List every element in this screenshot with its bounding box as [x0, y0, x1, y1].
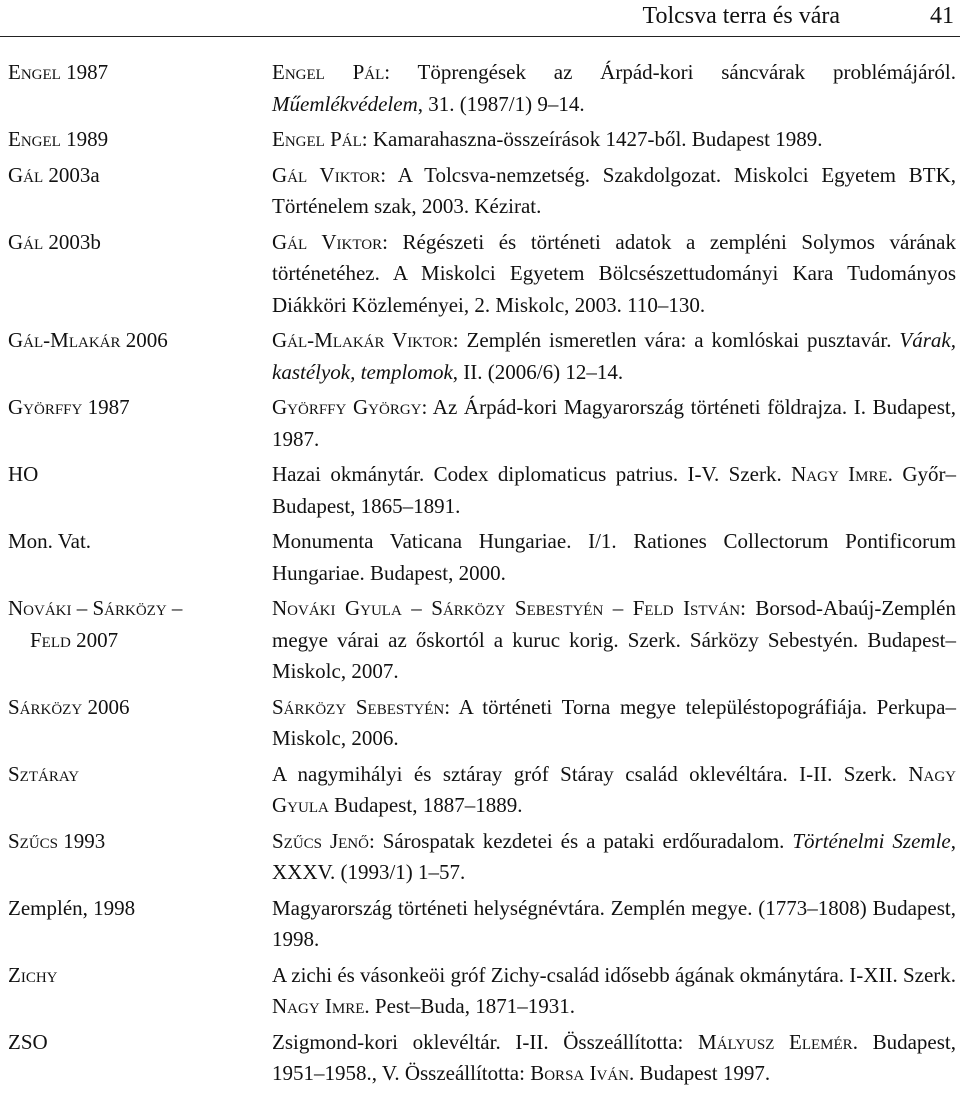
reference-key-part: Gál: [8, 229, 44, 254]
reference-text-part: Zsigmond-kori oklevéltár. I-II. Összeállította:: [272, 1029, 699, 1054]
reference-key-part: Mon. Vat.: [8, 529, 92, 553]
reference-text-part: Magyarország történeti helységnévtára. Zemplén megye. (1773–1808) Budapest, 1998.: [272, 895, 956, 951]
reference-entry: [0, 960, 960, 1023]
reference-key: [0, 227, 272, 259]
reference-key-part: Engel: [8, 127, 61, 151]
reference-key: [0, 459, 272, 491]
reference-text: [272, 1027, 956, 1090]
running-header: [0, 0, 960, 37]
reference-text: [272, 124, 956, 156]
reference-key-part: HO: [8, 462, 39, 486]
reference-text-part: Szűcs Jenő: [272, 828, 369, 853]
reference-key-part: Gál: [8, 162, 44, 187]
running-title: Tolcsva terra és vára: [642, 3, 840, 29]
reference-entry: [0, 526, 960, 589]
reference-text-part: : Sárospatak kezdetei és a pataki erdőuradalom.: [368, 828, 793, 853]
reference-entry: [0, 57, 960, 120]
reference-text: [272, 392, 956, 455]
reference-text: [272, 57, 956, 120]
reference-key-part: Sztáray: [8, 761, 80, 786]
reference-entry: [0, 124, 960, 156]
reference-key-part: 2006: [82, 694, 130, 719]
reference-key-part: Zemplén, 1998: [8, 895, 136, 920]
reference-key-part: 1989: [60, 127, 109, 151]
reference-text-part: Nagy Gyula: [272, 761, 956, 817]
reference-text-part: A nagymihályi és sztáray gróf Stáray család oklevéltára. I-II. Szerk.: [272, 761, 909, 786]
reference-text-part: . Győr–Budapest, 1865–1891.: [272, 462, 956, 518]
reference-key-part: 2003a: [43, 162, 100, 187]
reference-entry: [0, 692, 960, 755]
reference-entry: [0, 459, 960, 522]
reference-key: [0, 759, 272, 791]
reference-key-part: 1993: [58, 828, 106, 853]
page-number: 41: [930, 3, 954, 29]
reference-key-part: Zichy: [8, 962, 58, 987]
reference-text-part: A zichi és vásonkeöi gróf Zichy-család idősebb ágának okmánytára. I-XII. Szerk.: [272, 962, 957, 987]
reference-key-part: Gál-Mlakár: [8, 328, 121, 352]
reference-text-part: Engel Pál: [272, 127, 362, 151]
reference-text-part: : Kamarahaszna-összeírások 1427-ből. Budapest 1989.: [361, 127, 823, 151]
reference-text-part: Várak, kastélyok, templomok: [272, 328, 956, 384]
reference-text-part: . Pest–Buda, 1871–1931.: [364, 994, 576, 1018]
reference-key-part: 1987: [60, 60, 109, 84]
reference-text: [272, 227, 956, 322]
reference-text-part: Budapest, 1887–1889.: [328, 793, 523, 817]
bibliography-list: [0, 57, 960, 1094]
reference-text: [272, 160, 956, 223]
reference-text-part: , 31. (1987/1) 9–14.: [417, 91, 585, 116]
reference-text: [272, 759, 956, 822]
reference-text-part: . Budapest, 1951–1958., V. Összeállította:: [272, 1029, 956, 1085]
reference-key: [0, 692, 272, 724]
reference-text-part: Mályusz Elemér: [698, 1029, 853, 1054]
reference-key-continuation: [8, 625, 272, 657]
reference-key: [0, 57, 272, 89]
reference-entry: [0, 160, 960, 223]
reference-text-part: Gál Viktor: [272, 229, 383, 254]
reference-text-part: Sárközy Sebestyén: [272, 694, 445, 719]
reference-key-part: 2003b: [43, 229, 101, 254]
reference-text: [272, 826, 956, 889]
reference-key: [0, 593, 272, 656]
reference-key-part: Feld: [30, 627, 71, 652]
reference-key: [0, 893, 272, 925]
reference-text-part: Nagy Imre: [272, 994, 365, 1018]
reference-text-part: : Régészeti és történeti adatok a zempléni Solymos várának történetéhez. A Miskolci Egyetem Bölcsészettudományi Kara Tudományos Diákköri Közleményei, 2. Miskolc, 2003. 110–130.: [272, 229, 956, 317]
reference-key-part: 2007: [70, 627, 119, 652]
reference-key-part: 2006: [120, 328, 168, 352]
reference-text: [272, 593, 956, 688]
reference-text-part: Monumenta Vaticana Hungariae. I/1. Rationes Collectorum Pontificorum Hungariae. Budapest, 2000.: [272, 529, 956, 585]
reference-text-part: Engel Pál: [272, 60, 385, 84]
reference-entry: [0, 826, 960, 889]
reference-text-part: Gál Viktor: [272, 162, 381, 187]
reference-entry: [0, 227, 960, 322]
reference-text-part: Györffy György: [272, 395, 422, 419]
reference-text-part: Hazai okmánytár. Codex diplomaticus patrius. I-V. Szerk.: [272, 462, 792, 486]
reference-entry: [0, 325, 960, 388]
reference-key-part: Engel: [8, 60, 61, 84]
reference-key: [0, 826, 272, 858]
reference-key-part: Szűcs: [8, 828, 59, 853]
reference-key-part: Nováki – Sárközy –: [8, 596, 183, 620]
reference-key: [0, 325, 272, 357]
reference-text-part: , II. (2006/6) 12–14.: [452, 359, 624, 384]
reference-text-part: Műemlékvédelem: [272, 91, 418, 116]
reference-text-part: Történelmi Szemle: [792, 828, 951, 853]
reference-key: [0, 392, 272, 424]
reference-key: [0, 160, 272, 192]
reference-text-part: Borsa Iván: [530, 1061, 629, 1085]
reference-text-part: . Budapest 1997.: [628, 1061, 771, 1085]
reference-text-part: , XXXV. (1993/1) 1–57.: [272, 828, 956, 884]
reference-text-part: Gál-Mlakár Viktor: [272, 328, 453, 352]
reference-entry: [0, 593, 960, 688]
reference-text-part: : A történeti Torna megye településtopográfiája. Perkupa–Miskolc, 2006.: [272, 694, 956, 750]
reference-entry: [0, 1027, 960, 1090]
reference-text-part: : A Tolcsva-nemzetség. Szakdolgozat. Miskolci Egyetem BTK, Történelem szak, 2003. Kézirat.: [272, 162, 956, 218]
reference-entry: [0, 893, 960, 956]
reference-entry: [0, 392, 960, 455]
reference-text-part: : Az Árpád-kori Magyarország történeti földrajza. I. Budapest, 1987.: [272, 395, 956, 451]
reference-key: [0, 960, 272, 992]
reference-text-part: Nováki Gyula – Sárközy Sebestyén – Feld István: [272, 596, 741, 620]
reference-key-part: Sárközy: [8, 694, 83, 719]
reference-key-part: Györffy: [8, 395, 83, 419]
reference-key-part: ZSO: [8, 1029, 48, 1054]
reference-text: [272, 960, 956, 1023]
reference-text: [272, 325, 956, 388]
reference-text-part: : Töprengések az Árpád-kori sáncvárak problémájáról.: [384, 60, 956, 84]
reference-key: [0, 526, 272, 558]
reference-key: [0, 1027, 272, 1059]
reference-text: [272, 459, 956, 522]
reference-key-part: 1987: [82, 395, 130, 419]
reference-text: [272, 526, 956, 589]
reference-text-part: : Zemplén ismeretlen vára: a komlóskai pusztavár.: [452, 328, 900, 352]
reference-text-part: : Borsod-Abaúj-Zemplén megye várai az őskortól a kuruc korig. Szerk. Sárközy Sebestyén. Budapest–Miskolc, 2007.: [272, 596, 956, 683]
reference-text: [272, 893, 956, 956]
reference-key: [0, 124, 272, 156]
reference-text: [272, 692, 956, 755]
reference-entry: [0, 759, 960, 822]
reference-text-part: Nagy Imre: [791, 462, 888, 486]
